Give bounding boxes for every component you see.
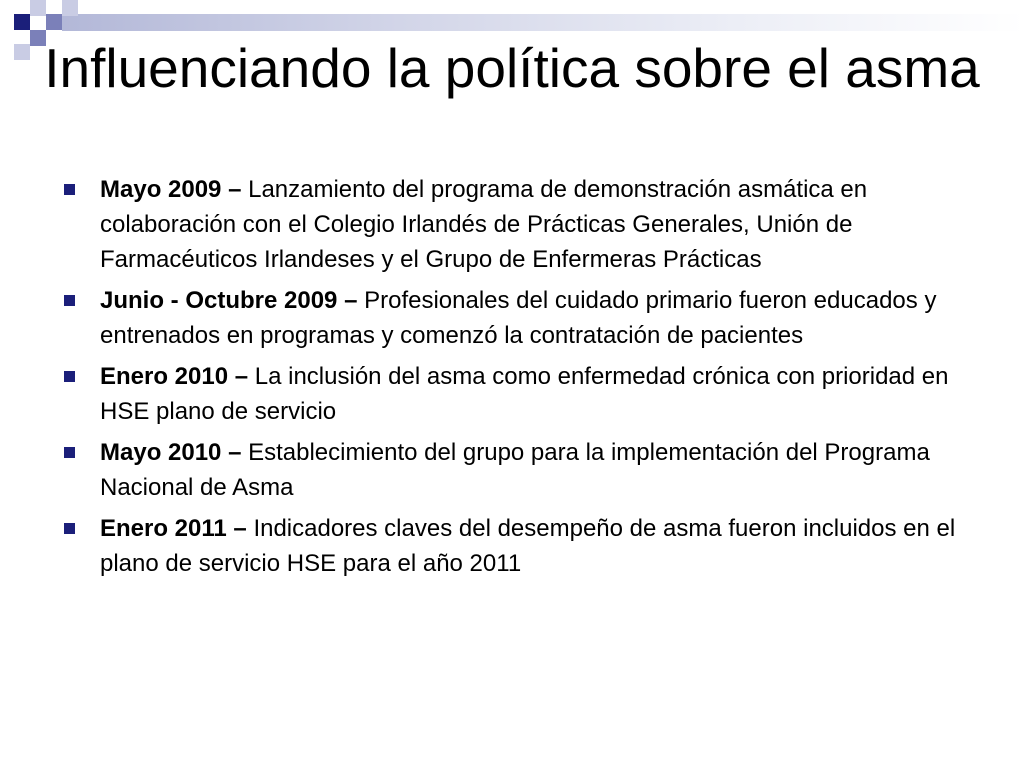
square-bullet-icon xyxy=(64,184,75,195)
bullet-text: Profesionales del cuidado primario fueron educados y entrenados en programas y comenzó la contratación de pacientes xyxy=(100,287,937,349)
decor-square xyxy=(30,0,46,16)
decor-square xyxy=(62,0,78,16)
bullet-text: Establecimiento del grupo para la implementación del Programa Nacional de Asma xyxy=(100,439,930,501)
bullet-date: Mayo 2009 – xyxy=(100,176,242,203)
gradient-bar xyxy=(62,14,1024,31)
bullet-date: Enero 2011 – xyxy=(100,515,247,542)
slide-title: Influenciando la política sobre el asma xyxy=(44,37,980,99)
bullet-date: Enero 2010 – xyxy=(100,363,249,390)
bullet-date: Junio - Octubre 2009 – xyxy=(100,287,358,314)
bullet-item xyxy=(62,435,972,505)
bullet-item xyxy=(62,172,972,277)
bullet-text: Indicadores claves del desempeño de asma fueron incluidos en el plano de servicio HSE para el año 2011 xyxy=(100,515,956,577)
decor-square xyxy=(14,14,30,30)
bullet-text: La inclusión del asma como enfermedad crónica con prioridad en HSE plano de servicio xyxy=(100,363,949,425)
bullet-item xyxy=(62,511,972,581)
bullet-item xyxy=(62,359,972,429)
bullet-item xyxy=(62,283,972,353)
square-bullet-icon xyxy=(64,523,75,534)
bullet-text: Lanzamiento del programa de demonstración asmática en colaboración con el Colegio Irlandés de Prácticas Generales, Unión de Farmacéuticos Irlandeses y el Grupo de Enfermeras Prácticas xyxy=(100,176,868,273)
decor-square xyxy=(46,14,62,30)
bullet-date: Mayo 2010 – xyxy=(100,439,242,466)
bullet-list xyxy=(62,172,972,587)
square-bullet-icon xyxy=(64,447,75,458)
square-bullet-icon xyxy=(64,295,75,306)
square-bullet-icon xyxy=(64,371,75,382)
